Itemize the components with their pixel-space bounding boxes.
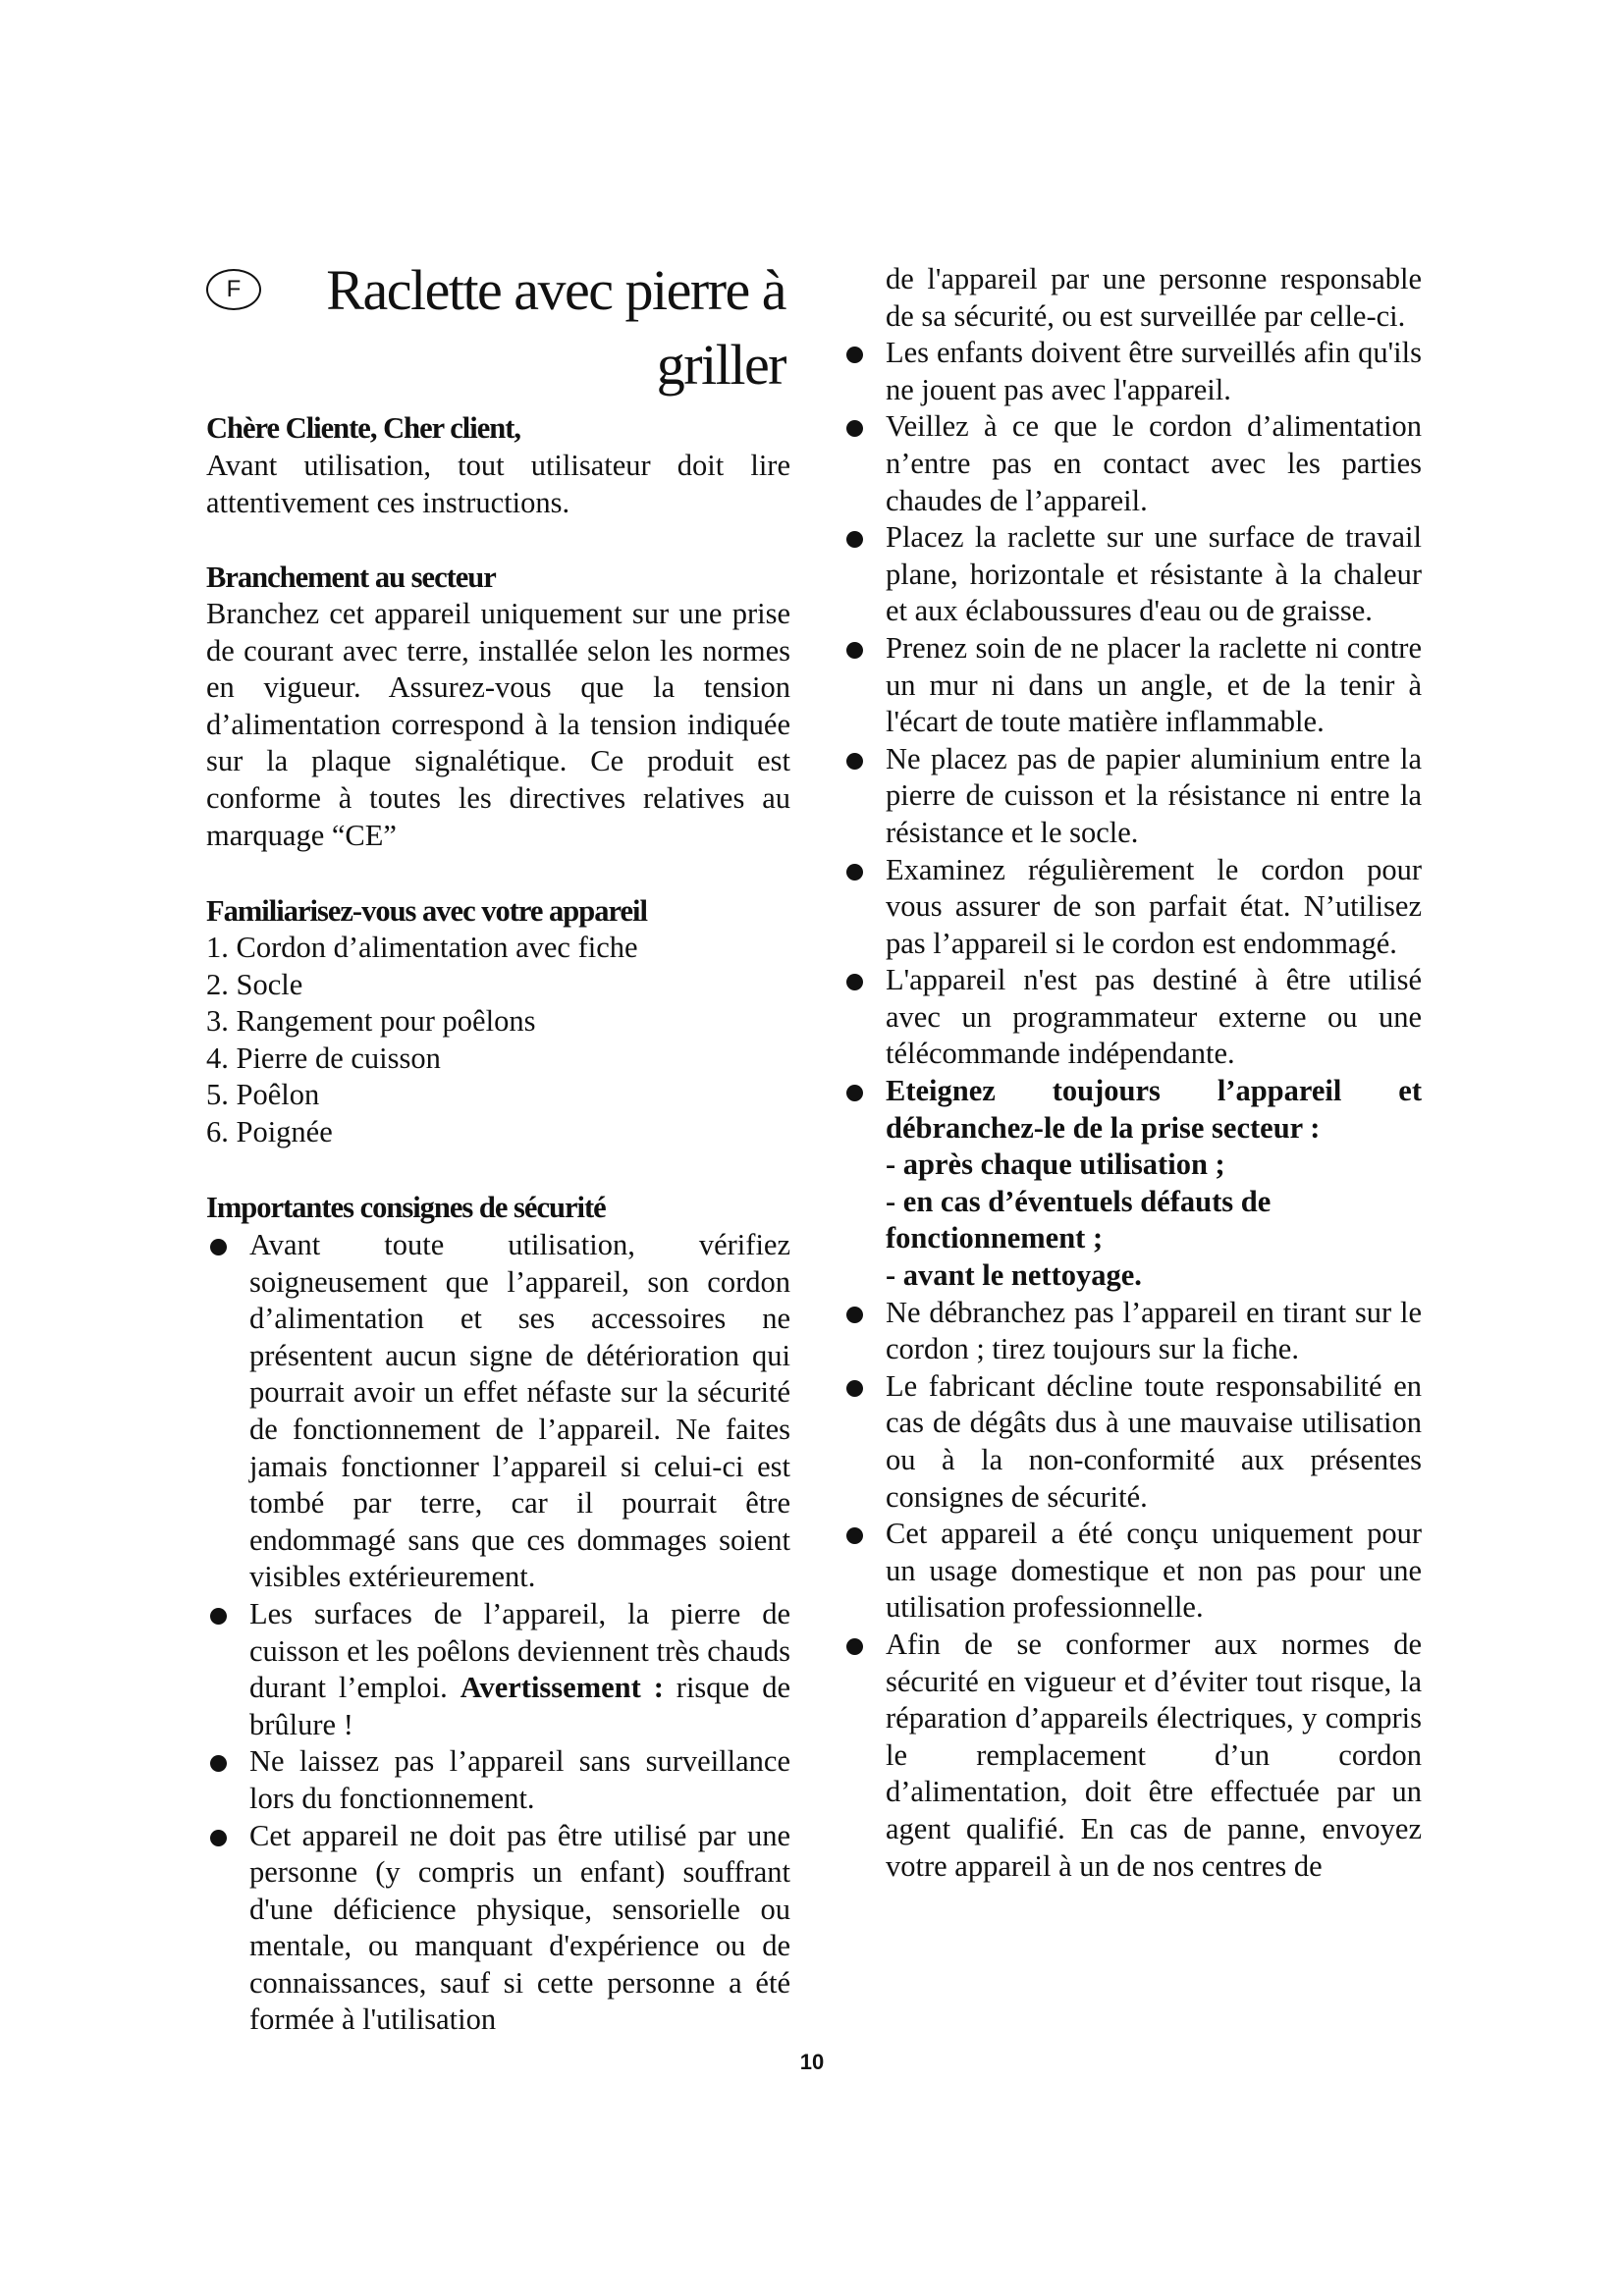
safety-bullet: Ne débranchez pas l’appareil en tirant sur le cordon ; tirez toujours sur la fiche.	[842, 1295, 1422, 1368]
safety-bullet: Cet appareil ne doit pas être utilisé par une personne (y compris un enfant) souffrant d'une déficience physique, sensorielle ou mentale, ou manquant d'expérience ou de connaissances, sauf si cette personne a été formée à l'utilisation	[206, 1818, 790, 2040]
safety-bullet: Prenez soin de ne placer la raclette ni contre un mur ni dans un angle, et de la tenir à l'écart de toute matière inflammable.	[842, 630, 1422, 741]
intro-text: Avant utilisation, tout utilisateur doit lire attentivement ces instructions.	[206, 449, 790, 519]
list-item: 6. Poignée	[206, 1114, 333, 1148]
safety-bullet: Placez la raclette sur une surface de travail plane, horizontale et résistante à la chaleur et aux éclaboussures d'eau ou de graisse.	[842, 519, 1422, 630]
list-item: 1. Cordon d’alimentation avec fiche	[206, 931, 638, 964]
section-heading-parts: Familiarisez-vous avec votre appareil	[206, 894, 647, 928]
page-title-line2: griller	[656, 333, 785, 397]
section-heading-safety: Importantes consignes de sécurité	[206, 1191, 606, 1224]
section-text-power: Branchez cet appareil uniquement sur une prise de courant avec terre, installée selon les normes en vigueur. Assurez-vous que la tension d’alimentation correspond à la tension indiquée sur la plaque signalétique. Ce produit est conforme à toutes les directives relatives au marquage “CE”	[206, 597, 790, 852]
list-item: 5. Poêlon	[206, 1078, 320, 1112]
page-number: 10	[799, 2050, 825, 2074]
page-title-line1: Raclette avec pierre à	[326, 258, 785, 322]
parts-list	[206, 930, 790, 1151]
safety-bullet: L'appareil n'est pas destiné à être utilisé avec un programmateur externe ou une télécommande indépendante.	[842, 962, 1422, 1073]
bullet-text: risque de brûlure !	[249, 1671, 791, 1741]
language-badge: F	[206, 269, 261, 310]
list-item: 4. Pierre de cuisson	[206, 1041, 441, 1075]
warning-label: Avertissement :	[460, 1671, 664, 1705]
safety-bullet: Le fabricant décline toute responsabilité en cas de dégâts dus à une mauvaise utilisation ou à la non-conformité aux présentes consignes de sécurité.	[842, 1368, 1422, 1516]
safety-bullet: Veillez à ce que le cordon d’alimentation n’entre pas en contact avec les parties chaudes de l’appareil.	[842, 408, 1422, 519]
page-title	[326, 253, 785, 402]
safety-bullet: Cet appareil a été conçu uniquement pour un usage domestique et non pas pour une utilisation professionnelle.	[842, 1516, 1422, 1627]
section-heading-power: Branchement au secteur	[206, 561, 496, 594]
safety-bullet	[206, 1596, 790, 1743]
safety-bullet: Ne placez pas de papier aluminium entre la pierre de cuisson et la résistance ni entre la résistance et le socle.	[842, 741, 1422, 852]
safety-bullet: Examinez régulièrement le cordon pour vous assurer de son parfait état. N’utilisez pas l’appareil si le cordon est endommagé.	[842, 852, 1422, 963]
list-item: 3. Rangement pour poêlons	[206, 1004, 536, 1039]
bullet-text: Les surfaces de l’appareil, la pierre de cuisson et les poêlons deviennent très chauds durant l’emploi.	[249, 1596, 790, 1705]
safety-bullets-left	[206, 1227, 790, 2039]
right-content	[842, 261, 1422, 1885]
safety-bullet: Afin de se conformer aux normes de sécurité en vigueur et d’éviter tout risque, la réparation d’appareils électriques, y compris le remplacement d’un cordon d’alimentation, doit être effectuée par un agent qualifié. En cas de panne, envoyez votre appareil à un de nos centres de	[842, 1627, 1422, 1885]
unplug-item: - en cas d’éventuels défauts de fonctionnement ;	[886, 1184, 1272, 1255]
safety-bullet: Avant toute utilisation, vérifiez soigneusement que l’appareil, son cordon d’alimentation et ses accessoires ne présentent aucun signe de détérioration qui pourrait avoir un effet néfaste sur la sécurité de fonctionnement de l’appareil. Ne faites jamais fonctionner l’appareil si celui-ci est tombé par terre, car il pourrait être endommagé sans que ces dommages soient visibles extérieurement.	[206, 1227, 790, 1596]
greeting: Chère Cliente, Cher client,	[206, 411, 520, 445]
safety-bullet: Les enfants doivent être surveillés afin qu'ils ne jouent pas avec l'appareil.	[842, 335, 1422, 408]
safety-bullet: Ne laissez pas l’appareil sans surveillance lors du fonctionnement.	[206, 1743, 790, 1817]
title-block	[206, 253, 785, 397]
continuation-text: de l'appareil par une personne responsable de sa sécurité, ou est surveillée par celle-ci.	[886, 262, 1422, 333]
unplug-item: - avant le nettoyage.	[886, 1258, 1142, 1293]
unplug-heading: Eteignez toujours l’appareil et débranchez-le de la prise secteur :	[842, 1073, 1422, 1147]
list-item: 2. Socle	[206, 967, 303, 1001]
unplug-item: - après chaque utilisation ;	[886, 1148, 1225, 1182]
